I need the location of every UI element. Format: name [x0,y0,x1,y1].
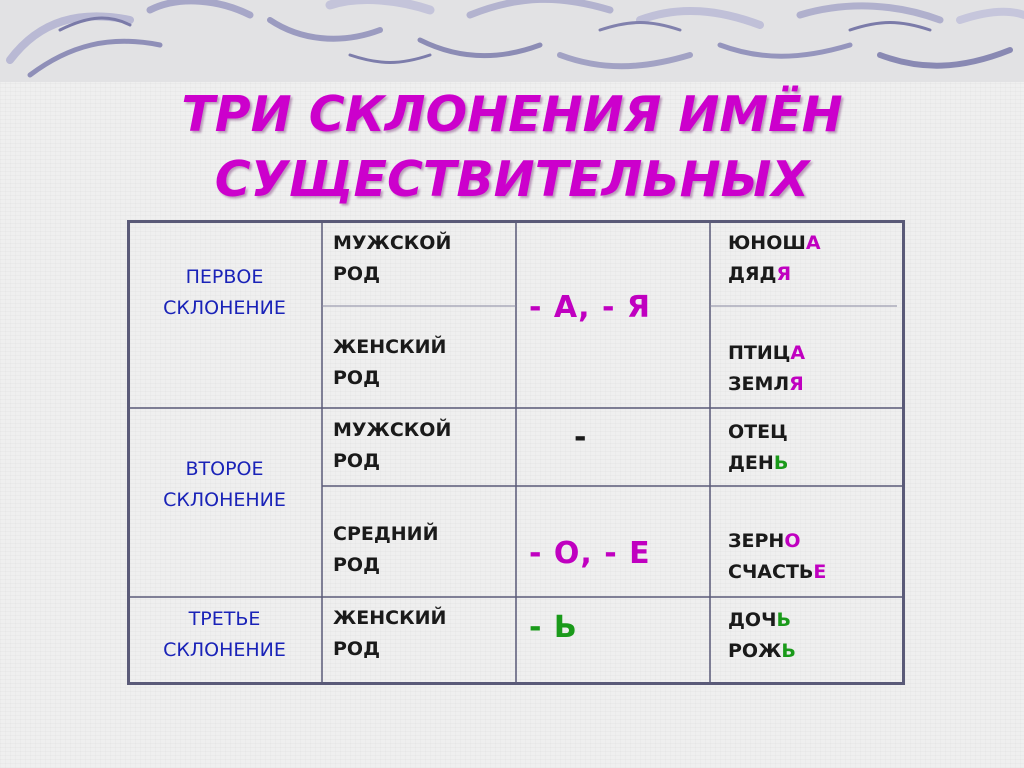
example-stem: ДЯД [728,263,777,285]
gender-line1: МУЖСКОЙ [333,419,452,441]
gender-line1: СРЕДНИЙ [333,523,439,545]
declension-1-examples-1 [728,228,821,290]
example-ending: А [790,342,806,364]
declension-1-label-line2: СКЛОНЕНИЕ [163,297,286,319]
declension-1-gender-1 [333,228,451,290]
declension-2-examples-1 [728,417,788,479]
example-word [728,636,796,667]
title-line-2: СУЩЕСТВИТЕЛЬНЫХ [214,151,810,208]
example-word [728,526,826,557]
example-word [728,605,796,636]
example-stem: ПТИЦ [728,342,791,364]
example-word [728,448,788,479]
example-ending: Е [813,561,827,583]
gender-line2: РОД [333,450,380,472]
declension-1-ending: - А, - Я [529,290,651,325]
example-stem: ЗЕМЛ [728,373,790,395]
declension-3-label-line2: СКЛОНЕНИЕ [163,639,286,661]
example-stem: ОТЕЦ [728,421,788,443]
decorative-header-band [0,0,1024,82]
declension-3-label-line1: ТРЕТЬЕ [188,608,261,630]
declension-2-label-line1: ВТОРОЕ [185,458,264,480]
example-stem: ЮНОШ [728,232,806,254]
declension-2-gender-1 [333,415,451,477]
gender-line2: РОД [333,263,380,285]
gender-line1: ЖЕНСКИЙ [333,336,447,358]
example-ending: Ь [781,640,796,662]
gender-line1: МУЖСКОЙ [333,232,452,254]
example-word [728,557,826,588]
example-ending: Я [776,263,792,285]
example-stem: СЧАСТЬ [728,561,814,583]
declension-1-label [127,262,322,324]
example-ending: Ь [776,609,791,631]
example-ending: О [784,530,801,552]
decorative-swirls [0,0,1024,82]
gender-line2: РОД [333,367,380,389]
declension-2-ending-masculine: - [574,420,588,455]
example-stem: РОЖ [728,640,782,662]
example-stem: ДОЧ [728,609,777,631]
gender-line2: РОД [333,638,380,660]
gender-line2: РОД [333,554,380,576]
declension-3-examples-1 [728,605,796,667]
declension-1-gender-2 [333,332,446,394]
declension-2-gender-2 [333,519,438,581]
gender-line1: ЖЕНСКИЙ [333,607,447,629]
example-ending: Ь [773,452,789,474]
declension-2-ending-neuter: - О, - Е [529,536,651,571]
declension-1-label-line1: ПЕРВОЕ [185,266,264,288]
example-stem: ЗЕРН [728,530,785,552]
example-ending: Я [789,373,804,395]
declension-table [127,220,905,685]
declension-3-label [127,604,322,666]
example-word [728,369,805,400]
example-stem: ДЕН [728,452,774,474]
declension-3-ending: - Ь [529,610,578,645]
declension-2-examples-2 [728,526,826,588]
example-ending: А [805,232,821,254]
page-title [0,82,1024,212]
example-word [728,417,788,448]
example-word [728,228,821,259]
example-word [728,259,821,290]
declension-1-examples-2 [728,338,805,400]
declension-2-label-line2: СКЛОНЕНИЕ [163,489,286,511]
declension-3-gender-1 [333,603,446,665]
example-word [728,338,805,369]
declension-2-label [127,454,322,516]
title-line-1: ТРИ СКЛОНЕНИЯ ИМЁН [181,86,843,143]
